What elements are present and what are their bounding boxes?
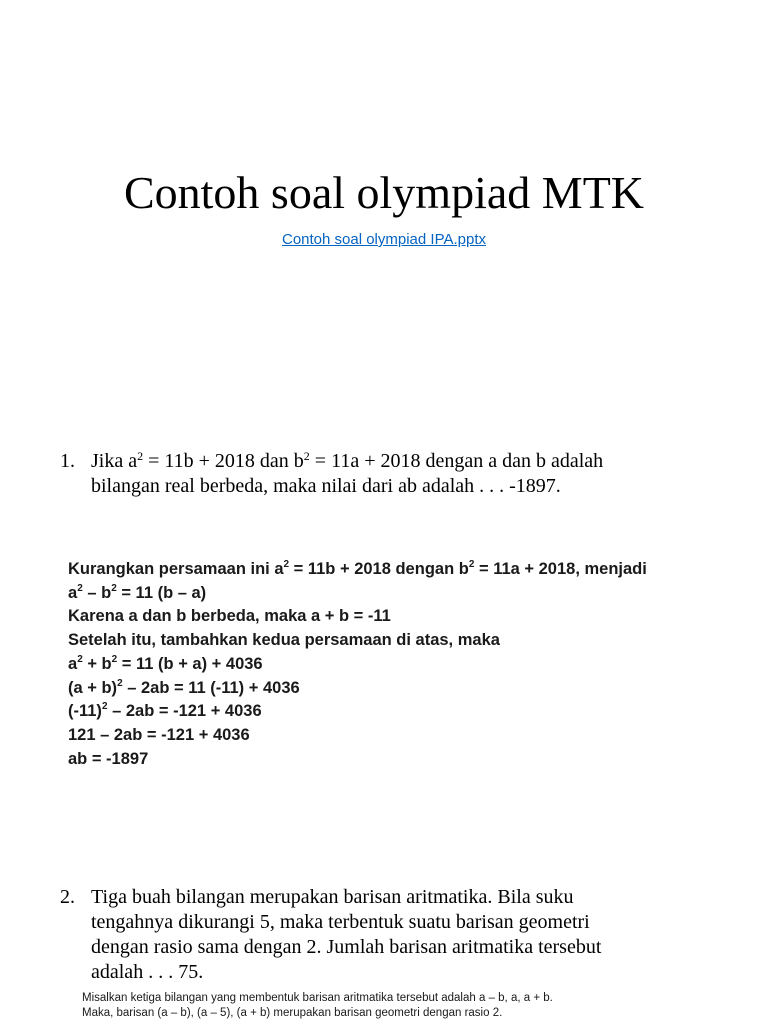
question-text-line: dengan rasio sama dengan 2. Jumlah barisan aritmatika tersebut [91,936,602,958]
solution-line: $(-11)^2 - 2ab = -121 + 4036$ [68,701,262,721]
solution-2 [82,991,722,1021]
page-title: Contoh soal olympiad MTK [123,167,645,218]
question-text-line: bilangan real berbeda, maka nilai dari ab adalah . . . -1897. [91,475,561,497]
solution-line: $a^2 + b^2 = 11$ (b + a) + 4036 [68,653,263,673]
question-2 [60,885,700,985]
question-number: 1. [60,450,75,472]
question-text-line: Tiga buah bilangan merupakan barisan aritmatika. Bila suku [91,886,574,908]
question-text-line: Jika $a^2 = 11b + 2018$ dan $b^2 = 11a + 2018$ dengan a dan b adalah [91,449,604,472]
question-text-line: tengahnya dikurangi 5, maka terbentuk suatu barisan geometri [91,911,590,933]
question-text-line: adalah . . . 75. [91,961,204,983]
solution-line: Setelah itu, tambahkan kedua persamaan di atas, maka [68,631,500,650]
solution-1 [68,558,748,771]
solution-line: ab = -1897 [68,749,149,768]
solution-line: Kurangkan persamaan ini $a^2 = 11b + 2018$ dengan $b^2 = 11a + 2018$, menjadi [68,559,647,578]
solution-line: Karena a dan b berbeda, maka a + b = -11 [68,607,391,626]
solution-line: Misalkan ketiga bilangan yang membentuk barisan aritmatika tersebut adalah a – b, a, a + b. [82,992,553,1004]
solution-line: Maka, barisan (a – b), (a – 5), (a + b) merupakan barisan geometri dengan rasio 2. [82,1007,503,1019]
question-text [91,885,700,985]
question-text [91,449,700,499]
question-number: 2. [60,886,75,908]
solution-line: $(a + b)^2 - 2ab = 11$ (-11) + 4036 [68,677,300,697]
attachment-link[interactable]: Contoh soal olympiad IPA.pptx [281,231,486,248]
solution-line: 121 – 2ab = -121 + 4036 [68,725,250,744]
question-1 [60,449,700,499]
solution-line: $a^2 - b^2 = 11$ (b – a) [68,582,207,602]
